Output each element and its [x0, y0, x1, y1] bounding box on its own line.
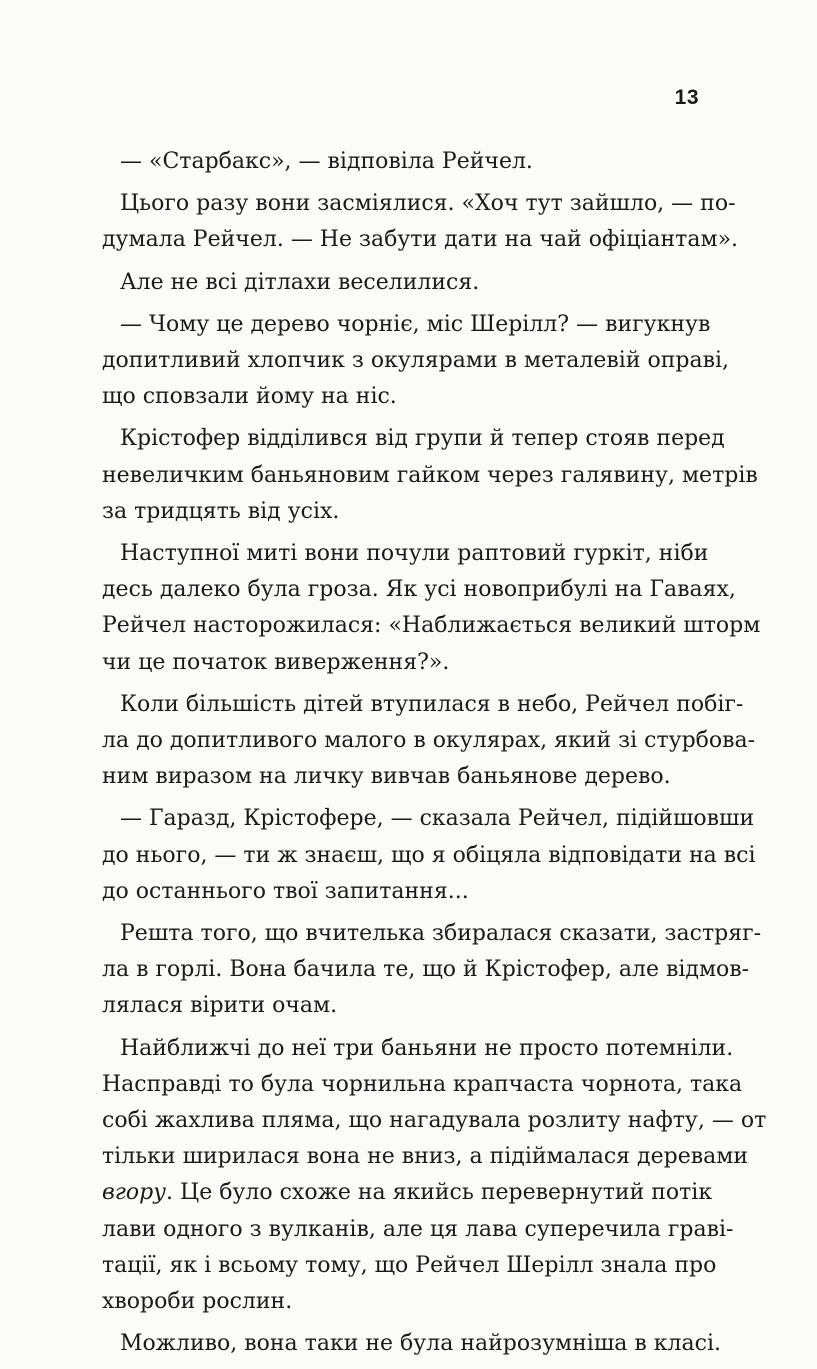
text-line: Насправді то була чорнильна крапчаста чорнота, така: [102, 1071, 743, 1097]
paragraph: [102, 801, 756, 910]
text-line: тації, як і всьому тому, що Рейчел Шерілл знала про: [102, 1252, 717, 1278]
paragraph: [102, 307, 730, 416]
paragraph: [102, 421, 758, 530]
italic-word: вгору: [102, 1180, 167, 1206]
text-line-rest: . Це було схоже на якийсь перевернутий потік: [166, 1180, 713, 1206]
text-line: хвороби рослин.: [102, 1289, 293, 1315]
text-line: ла до допитливого малого в окулярах, який зі стурбова-: [102, 728, 756, 754]
text-line: лялася вірити очам.: [102, 993, 338, 1019]
text-line: собі жахлива пляма, що нагадувала розлиту нафту, — от: [102, 1108, 767, 1134]
paragraph: [102, 265, 698, 301]
paragraph: [102, 536, 761, 681]
text-line: ним виразом на личку вивчав баньянове дерево.: [102, 764, 671, 790]
text-line: — Гаразд, Крістофере, — сказала Рейчел, підійшовши: [120, 806, 755, 832]
paragraph: [102, 687, 756, 796]
text-line: Найближчі до неї три баньяни не просто потемніли.: [120, 1035, 734, 1061]
text-line: Можливо, вона таки не була найрозумніша в класі.: [120, 1331, 721, 1357]
paragraph: [102, 186, 739, 258]
text-line: Решта того, що вчителька збиралася сказати, застряг-: [120, 921, 762, 947]
text-line: Коли більшість дітей втупилася в небо, Рейчел побіг-: [120, 691, 744, 717]
text-line: Крістофер відділився від групи й тепер стояв перед: [120, 426, 725, 452]
text-line: що сповзали йому на ніс.: [102, 384, 397, 410]
text-line: до останнього твої запитання...: [102, 878, 469, 904]
text-line: Цього разу вони засміялися. «Хоч тут зайшло, — по-: [120, 191, 736, 217]
text-line: Наступної миті вони почули раптовий гуркіт, ніби: [120, 541, 709, 567]
text-line: за тридцять від усіх.: [102, 498, 340, 524]
paragraph: [102, 1175, 734, 1320]
body-text: [102, 144, 767, 1369]
text-line: до нього, — ти ж знаєш, що я обіцяла відповідати на всі: [102, 842, 756, 868]
text-line: думала Рейчел. — Не забути дати на чай офіціантам».: [102, 227, 739, 253]
paragraph: [102, 144, 698, 180]
paragraph: [102, 1031, 767, 1176]
text-line: [102, 1175, 713, 1211]
text-line: чи це початок виверження?».: [102, 649, 450, 675]
text-line: невеличким баньяновим гайком через галявину, метрів: [102, 462, 758, 488]
text-line: Але не всі дітлахи веселилися.: [120, 269, 480, 295]
text-line: ла в горлі. Вона бачила те, що й Крістофер, але відмов-: [102, 957, 750, 983]
text-line: — «Старбакс», — відповіла Рейчел.: [120, 149, 533, 174]
text-line: тільки ширилася вона не вниз, а підіймалася деревами: [102, 1144, 749, 1170]
paragraph: [102, 916, 762, 1025]
page-number: 13: [674, 86, 699, 109]
text-line: Рейчел насторожилася: «Наближається великий шторм: [102, 613, 761, 639]
paragraph: [102, 1326, 721, 1362]
text-line: лави одного з вулканів, але ця лава суперечила граві-: [102, 1216, 734, 1242]
text-line: допитливий хлопчик з окулярами в металевій оправі,: [102, 348, 730, 374]
text-line: — Чому це дерево чорніє, міс Шерілл? — вигукнув: [120, 311, 711, 337]
text-line: десь далеко була гроза. Як усі новоприбулі на Гаваях,: [102, 577, 736, 603]
